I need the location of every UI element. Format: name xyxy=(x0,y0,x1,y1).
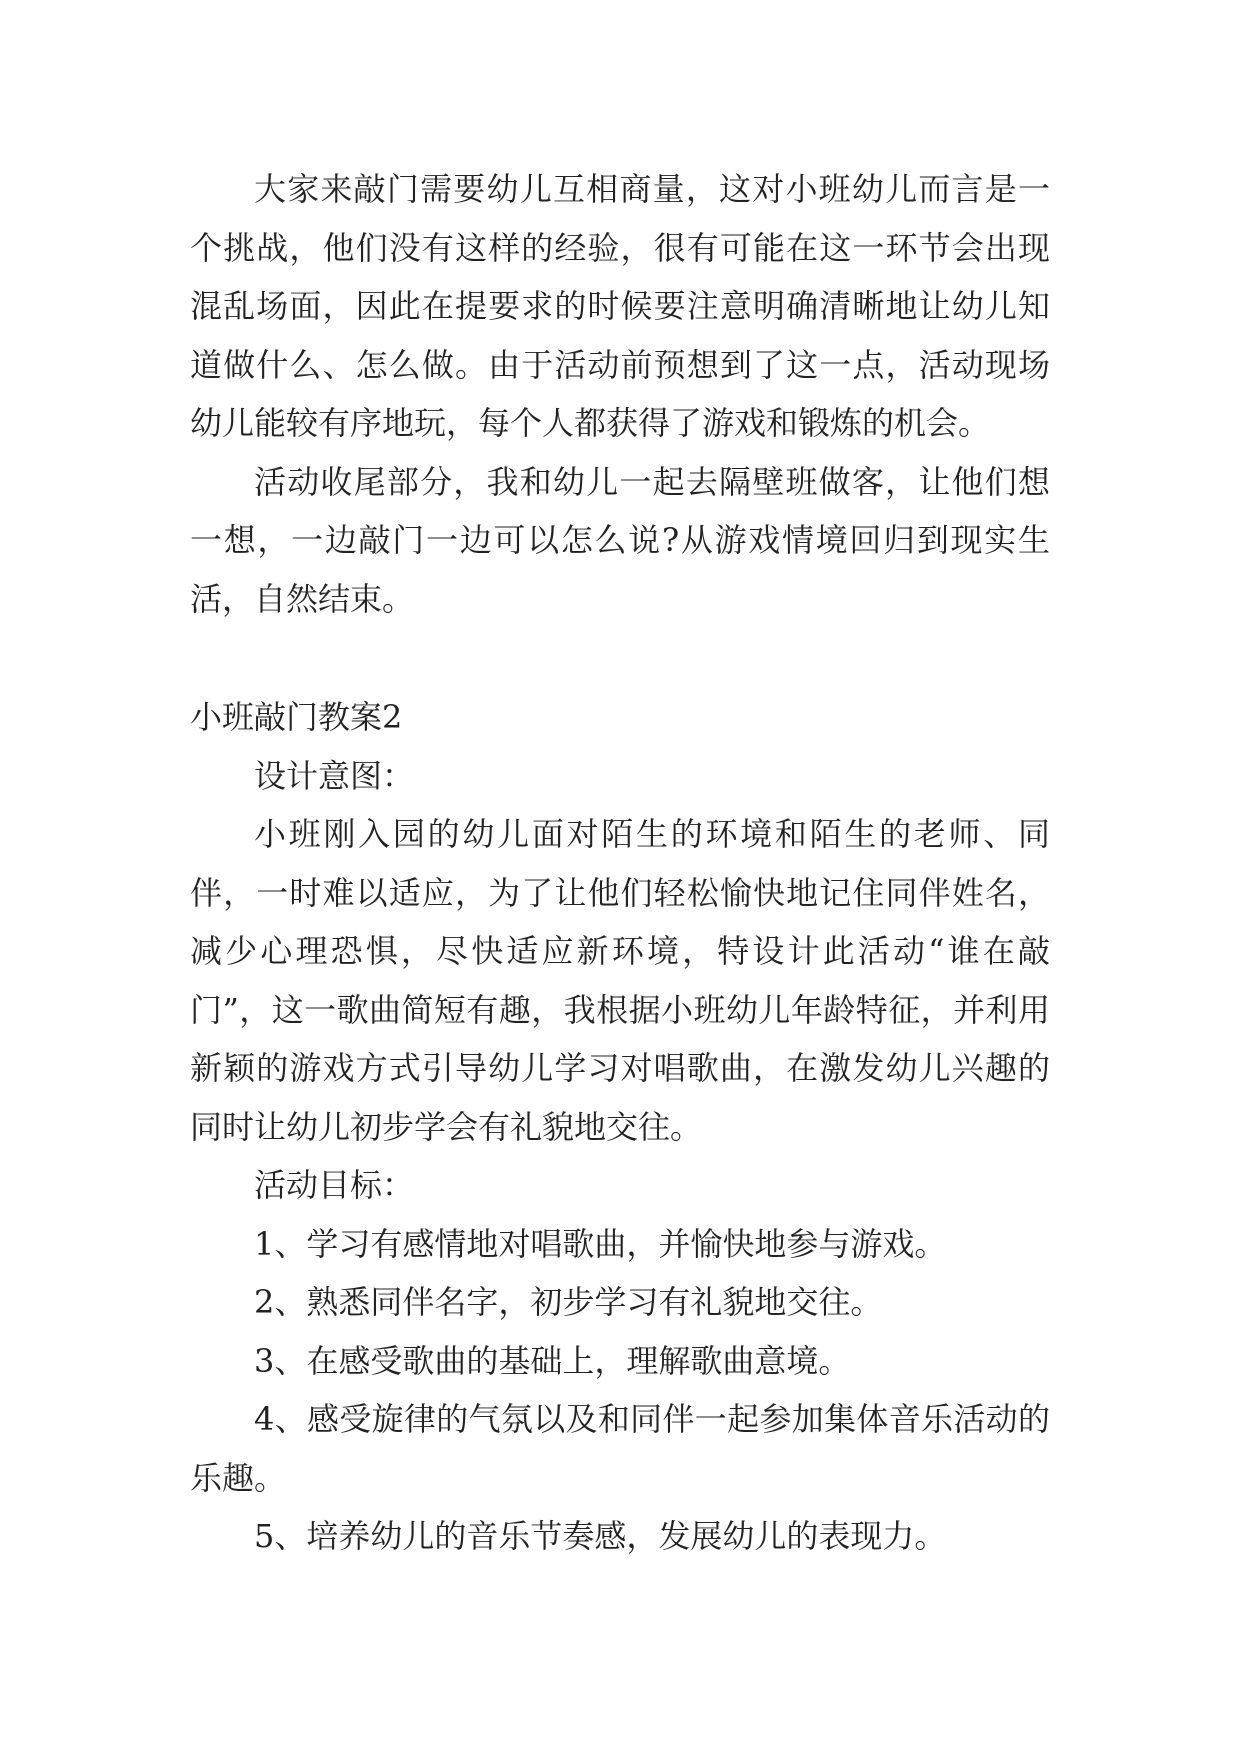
goal-item-2: 2、熟悉同伴名字，初步学习有礼貌地交往。 xyxy=(254,1283,883,1321)
goals-heading: 活动目标： xyxy=(254,1166,415,1204)
paragraph-activity-ending: 活动收尾部分，我和幼儿一起去隔壁班做客，让他们想一想，一边敲门一边可以怎么说?从游戏情境回归到现实生活，自然结束。 xyxy=(190,462,1050,618)
document-body xyxy=(190,160,1050,1566)
section-spacer xyxy=(190,628,1050,688)
paragraph-knock-discussion: 大家来敲门需要幼儿互相商量，这对小班幼儿而言是一个挑战，他们没有这样的经验，很有可能在这一环节会出现混乱场面，因此在提要求的时候要注意明确清晰地让幼儿知道做什么、怎么做。由于活动前预想到了这一点，活动现场幼儿能较有序地玩，每个人都获得了游戏和锻炼的机会。 xyxy=(190,170,1050,442)
goal-item-5: 5、培养幼儿的音乐节奏感，发展幼儿的表现力。 xyxy=(254,1517,947,1555)
goal-item-4: 4、感受旋律的气氛以及和同伴一起参加集体音乐活动的乐趣。 xyxy=(190,1400,1050,1497)
goal-item-3: 3、在感受歌曲的基础上，理解歌曲意境。 xyxy=(254,1341,851,1380)
design-paragraph: 小班刚入园的幼儿面对陌生的环境和陌生的老师、同伴，一时难以适应，为了让他们轻松愉快地记住同伴姓名，减少心理恐惧，尽快适应新环境，特设计此活动“谁在敲门”，这一歌曲简短有趣，我根据小班幼儿年龄特征，并利用新颖的游戏方式引导幼儿学习对唱歌曲，在激发幼儿兴趣的同时让幼儿初步学会有礼貌地交往。 xyxy=(190,815,1050,1146)
goal-item-1: 1、学习有感情地对唱歌曲，并愉快地参与游戏。 xyxy=(254,1224,947,1263)
design-heading: 设计意图： xyxy=(254,756,415,795)
section-title: 小班敲门教案2 xyxy=(190,698,403,736)
